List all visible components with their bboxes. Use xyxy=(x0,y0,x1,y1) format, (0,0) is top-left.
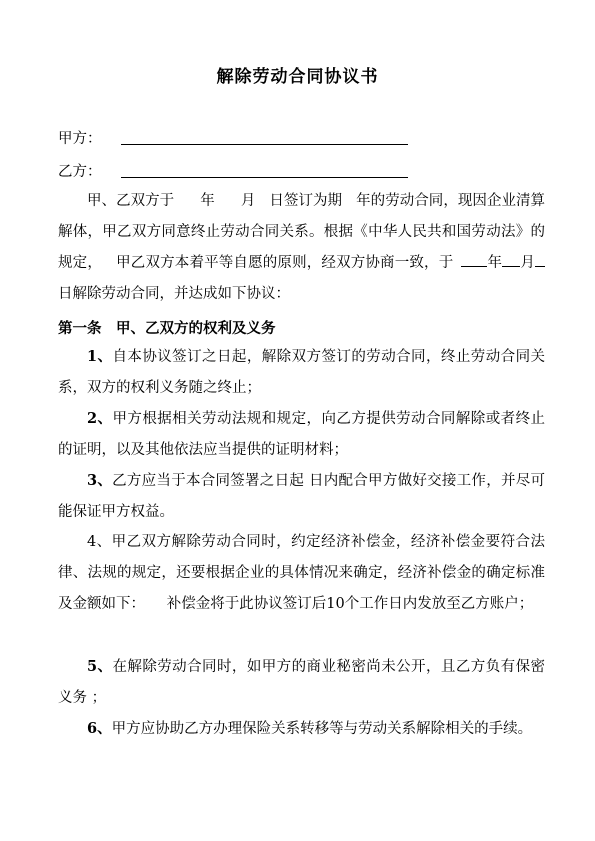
item-number: 4、 xyxy=(87,534,112,550)
item-text: 自本协议签订之日起，解除双方签订的劳动合同，终止劳动合同关系，双方的权利义务随之终止； xyxy=(58,349,545,396)
item-text: 乙方应当于本合同签署之日起 日内配合甲方做好交接工作，并尽可能保证甲方权益。 xyxy=(58,473,545,520)
item-text: 在解除劳动合同时，如甲方的商业秘密尚未公开，且乙方负有保密义务 ； xyxy=(58,659,545,706)
party-a-row xyxy=(58,127,120,148)
item-text: 甲方根据相关劳动法规和规定，向乙方提供劳动合同解除或者终止的证明，以及其他依法应当提供的证明材料； xyxy=(58,411,545,458)
section-1-heading: 第一条 甲、乙双方的权利及义务 xyxy=(58,320,276,337)
item-number: 5、 xyxy=(87,658,113,675)
item-number: 1、 xyxy=(87,348,113,365)
party-a-blank[interactable] xyxy=(121,144,408,145)
intro-text: 甲、乙双方于 xyxy=(87,193,175,209)
intro-text: 日签订为期 xyxy=(269,193,343,209)
item-5 xyxy=(58,651,545,714)
party-a-label: 甲方： xyxy=(58,131,102,147)
item-2 xyxy=(58,403,545,466)
document-title: 解除劳动合同协议书 xyxy=(216,67,379,87)
end-year-blank[interactable] xyxy=(461,266,487,267)
item-text: 甲乙双方解除劳动合同时，约定经济补偿金，经济补偿金要符合法律、法规的规定，还要根据企业的具体情况来确定，经济补偿金的确定标准及金额如下： 补偿金将于此协议签订后10个工作日内发放至乙方账户； xyxy=(58,534,546,612)
item-1 xyxy=(58,341,545,404)
item-6 xyxy=(58,713,545,745)
item-4 xyxy=(58,527,545,620)
intro-text: 年的劳动合同，现因企业清算解体，甲乙双方同意终止劳动合同关系。根据《中华人民共和国劳动法》的规定， xyxy=(58,193,546,271)
end-day-blank[interactable] xyxy=(535,266,545,267)
intro-text: 月 xyxy=(240,193,256,209)
intro-text: 甲乙双方本着平等自愿的原则，经双方协商一致，于 xyxy=(115,255,454,271)
item-3 xyxy=(58,465,545,528)
party-b-row xyxy=(58,160,120,181)
party-b-label: 乙方： xyxy=(58,164,102,180)
intro-text: 年 xyxy=(200,193,215,209)
intro-text: 日解除劳动合同，并达成如下协议： xyxy=(58,286,290,302)
intro-paragraph xyxy=(58,186,545,310)
intro-text: 年 xyxy=(487,255,503,271)
intro-text: 月 xyxy=(520,255,536,271)
item-number: 6、 xyxy=(87,720,112,737)
party-b-blank[interactable] xyxy=(121,177,408,178)
item-number: 2、 xyxy=(87,410,113,427)
end-month-blank[interactable] xyxy=(502,266,520,267)
item-text: 甲方应协助乙方办理保险关系转移等与劳动关系解除相关的手续。 xyxy=(111,721,533,737)
item-number: 3、 xyxy=(87,472,113,489)
